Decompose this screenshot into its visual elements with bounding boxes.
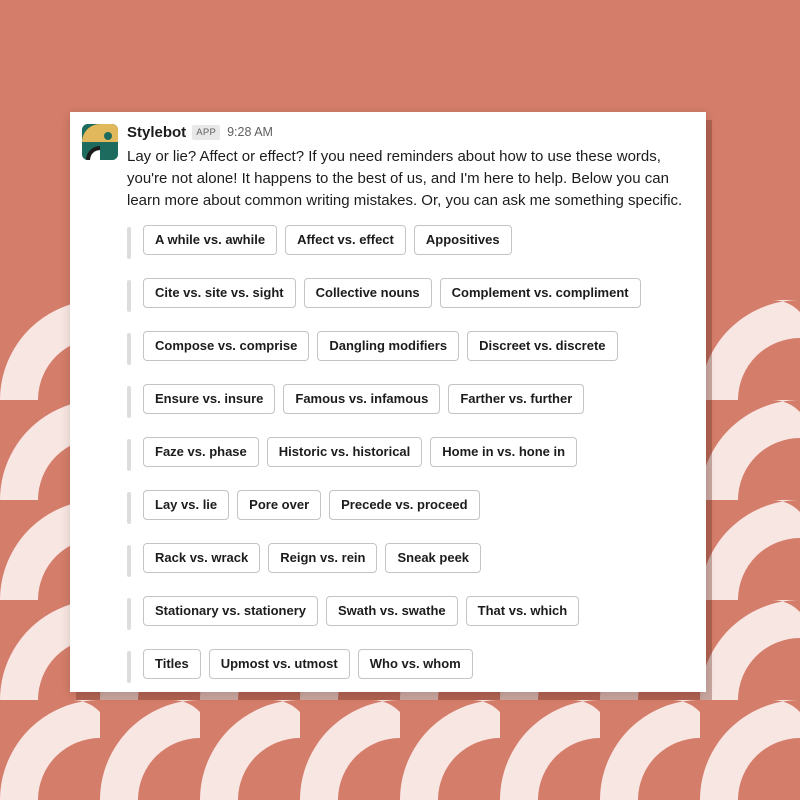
pattern-shape [100,700,200,800]
pattern-shape [700,700,800,800]
topic-button[interactable]: Dangling modifiers [317,331,459,361]
button-row [127,649,649,702]
pattern-shape [700,500,800,600]
stylebot-avatar[interactable] [82,124,118,160]
stylebot-logo-icon [82,124,118,160]
pattern-shape [300,700,400,800]
timestamp[interactable]: 9:28 AM [227,125,273,139]
topic-button[interactable]: Who vs. whom [358,649,473,679]
author-name[interactable]: Stylebot [127,123,187,141]
topic-button[interactable]: Famous vs. infamous [283,384,440,414]
message-body [127,122,688,212]
topic-button[interactable]: Sneak peek [385,543,481,573]
button-row [127,596,649,649]
pattern-shape [700,600,800,700]
topic-button[interactable]: Reign vs. rein [268,543,377,573]
pattern-shape [500,700,600,800]
topic-button[interactable]: Farther vs. further [448,384,584,414]
topic-button[interactable]: Swath vs. swathe [326,596,458,626]
pattern-shape [400,700,500,800]
pattern-shape [200,700,300,800]
app-badge: APP [192,125,220,140]
topic-button[interactable]: Titles [143,649,201,679]
topic-button[interactable]: Faze vs. phase [143,437,259,467]
message-card [70,112,706,692]
pattern-shape [0,700,100,800]
button-row [127,331,649,384]
topic-button[interactable]: Rack vs. wrack [143,543,260,573]
button-row [127,384,649,437]
pattern-shape [600,700,700,800]
topic-button[interactable]: Discreet vs. discrete [467,331,617,361]
topic-button[interactable]: Pore over [237,490,321,520]
pattern-shape [700,300,800,400]
button-row [127,543,649,596]
button-row [127,490,649,543]
topic-button[interactable]: Ensure vs. insure [143,384,275,414]
message-text: Lay or lie? Affect or effect? If you need reminders about how to use these words, you're not alone! It happens to the best of us, and I'm here to help. Below you can learn more about common writing mistakes. Or, you can ask me something specific. [127,148,683,209]
button-row [127,437,649,490]
topic-button[interactable]: Collective nouns [304,278,432,308]
button-row [127,225,649,278]
pattern-shape [700,400,800,500]
topic-button[interactable]: Precede vs. proceed [329,490,479,520]
topic-button[interactable]: Stationary vs. stationery [143,596,318,626]
topic-button[interactable]: Compose vs. comprise [143,331,309,361]
button-row [127,278,649,331]
button-groups [127,225,649,702]
topic-button[interactable]: Complement vs. compliment [440,278,641,308]
topic-button[interactable]: Home in vs. hone in [430,437,577,467]
topic-button[interactable]: Historic vs. historical [267,437,423,467]
topic-button[interactable]: Affect vs. effect [285,225,406,255]
message-header [127,122,688,142]
topic-button[interactable]: Upmost vs. utmost [209,649,350,679]
topic-button[interactable]: Appositives [414,225,512,255]
topic-button[interactable]: A while vs. awhile [143,225,277,255]
topic-button[interactable]: That vs. which [466,596,580,626]
topic-button[interactable]: Cite vs. site vs. sight [143,278,296,308]
topic-button[interactable]: Lay vs. lie [143,490,229,520]
